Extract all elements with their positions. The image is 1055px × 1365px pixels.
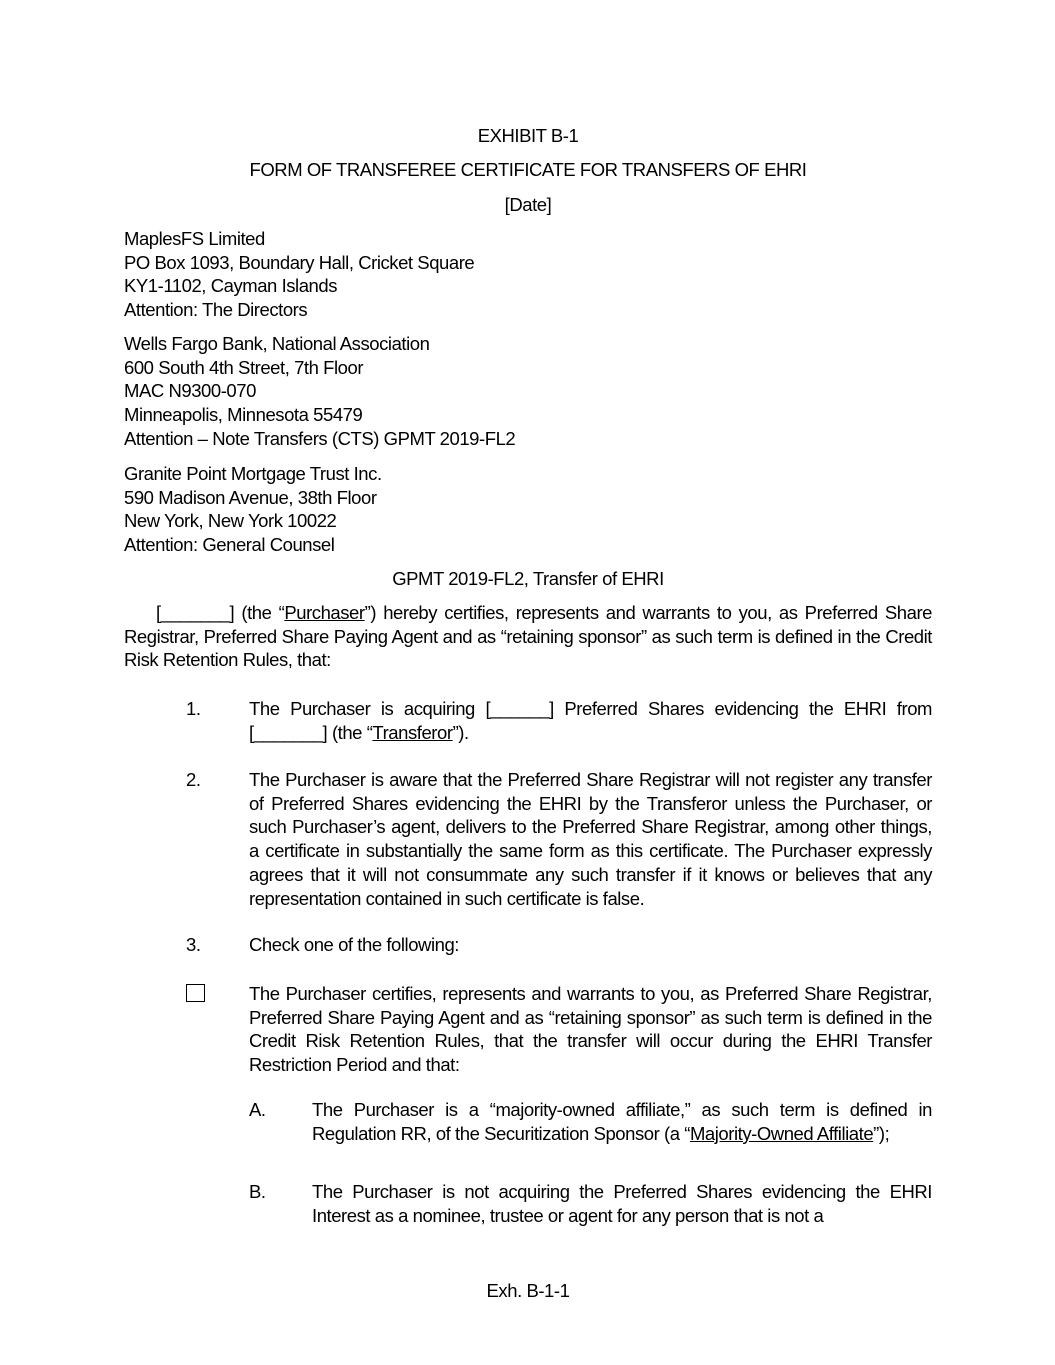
address-line: Attention: General Counsel <box>124 534 335 556</box>
defined-term-purchaser: Purchaser <box>284 602 365 623</box>
page-footer: Exh. B-1-1 <box>486 1280 570 1301</box>
subitem-letter: B. <box>249 1181 266 1202</box>
subitem-text: The Purchaser is not acquiring the Preferred Shares evidencing the EHRI Interest as a nominee, trustee or agent for any person that is not a <box>312 1181 932 1226</box>
exhibit-heading: EXHIBIT B-1 <box>477 125 579 146</box>
address-line: MAC N9300-070 <box>124 380 256 402</box>
item-text: Check one of the following: <box>249 934 459 955</box>
item-number: 3. <box>186 934 201 955</box>
address-line: Attention – Note Transfers (CTS) GPMT 2019-FL2 <box>124 427 516 449</box>
address-line: Wells Fargo Bank, National Association <box>124 333 430 354</box>
date-placeholder: [Date] <box>504 194 552 215</box>
defined-term-majority-owned-affiliate: Majority-Owned Affiliate <box>689 1122 874 1144</box>
addressee-block-granite-point <box>124 462 932 557</box>
address-line: Attention: The Directors <box>124 299 308 321</box>
intro-text: [_______] (the “ <box>156 602 285 623</box>
address-line: 590 Madison Avenue, 38th Floor <box>124 486 377 508</box>
address-line: 600 South 4th Street, 7th Floor <box>124 356 364 378</box>
addressee-block-maples <box>124 227 932 322</box>
address-line: MaplesFS Limited <box>124 228 265 249</box>
option-checkbox[interactable] <box>186 984 205 1002</box>
address-line: Minneapolis, Minnesota 55479 <box>124 404 363 426</box>
form-title: FORM OF TRANSFEREE CERTIFICATE FOR TRANSFERS OF EHRI <box>249 159 807 180</box>
item-number: 1. <box>186 698 201 719</box>
address-line: KY1-1102, Cayman Islands <box>124 275 338 297</box>
item-number: 2. <box>186 769 201 790</box>
addressee-block-wells-fargo <box>124 332 932 451</box>
subitem-letter: A. <box>249 1099 266 1120</box>
option-text: The Purchaser certifies, represents and warrants to you, as Preferred Share Registrar, Preferred Share Paying Agent and as “retaining sponsor” as such term is defined in the Credit Risk Retention Rules, that the transfer will occur during the EHRI Transfer Restriction Period and that: <box>249 983 932 1076</box>
defined-term-transferor: Transferor <box>372 721 453 743</box>
item-text: The Purchaser is aware that the Preferred Share Registrar will not register any transfer of Preferred Shares evidencing the EHRI by the Transferor unless the Purchaser, or such Purchaser’s agent, delivers to the Preferred Share Registrar, among other things, a certificate in substantially the same form as this certificate. The Purchaser expressly agrees that it will not consummate any such transfer if it knows or believes that any representation contained in such certificate is false. <box>249 769 932 909</box>
intro-text: ”) hereby certifies, represents and warrants to you, as Preferred Share Registrar, Preferred Share Paying Agent and as “retaining sponsor” as such term is defined in the Credit Risk Retention Rules, that: <box>124 602 933 671</box>
address-line: New York, New York 10022 <box>124 510 337 532</box>
address-line: Granite Point Mortgage Trust Inc. <box>124 463 382 484</box>
subject-line: GPMT 2019-FL2, Transfer of EHRI <box>392 568 664 589</box>
subitem-text: The Purchaser is a “majority-owned affiliate,” as such term is defined in Regulation RR, of the Securitization Sponsor (a “Majority-Owned Affiliate”); <box>312 1099 932 1144</box>
intro-paragraph <box>124 601 932 672</box>
address-line: PO Box 1093, Boundary Hall, Cricket Square <box>124 251 475 273</box>
item-text: The Purchaser is acquiring [______] Preferred Shares evidencing the EHRI from [_______] (the “Transferor”). <box>249 698 932 743</box>
